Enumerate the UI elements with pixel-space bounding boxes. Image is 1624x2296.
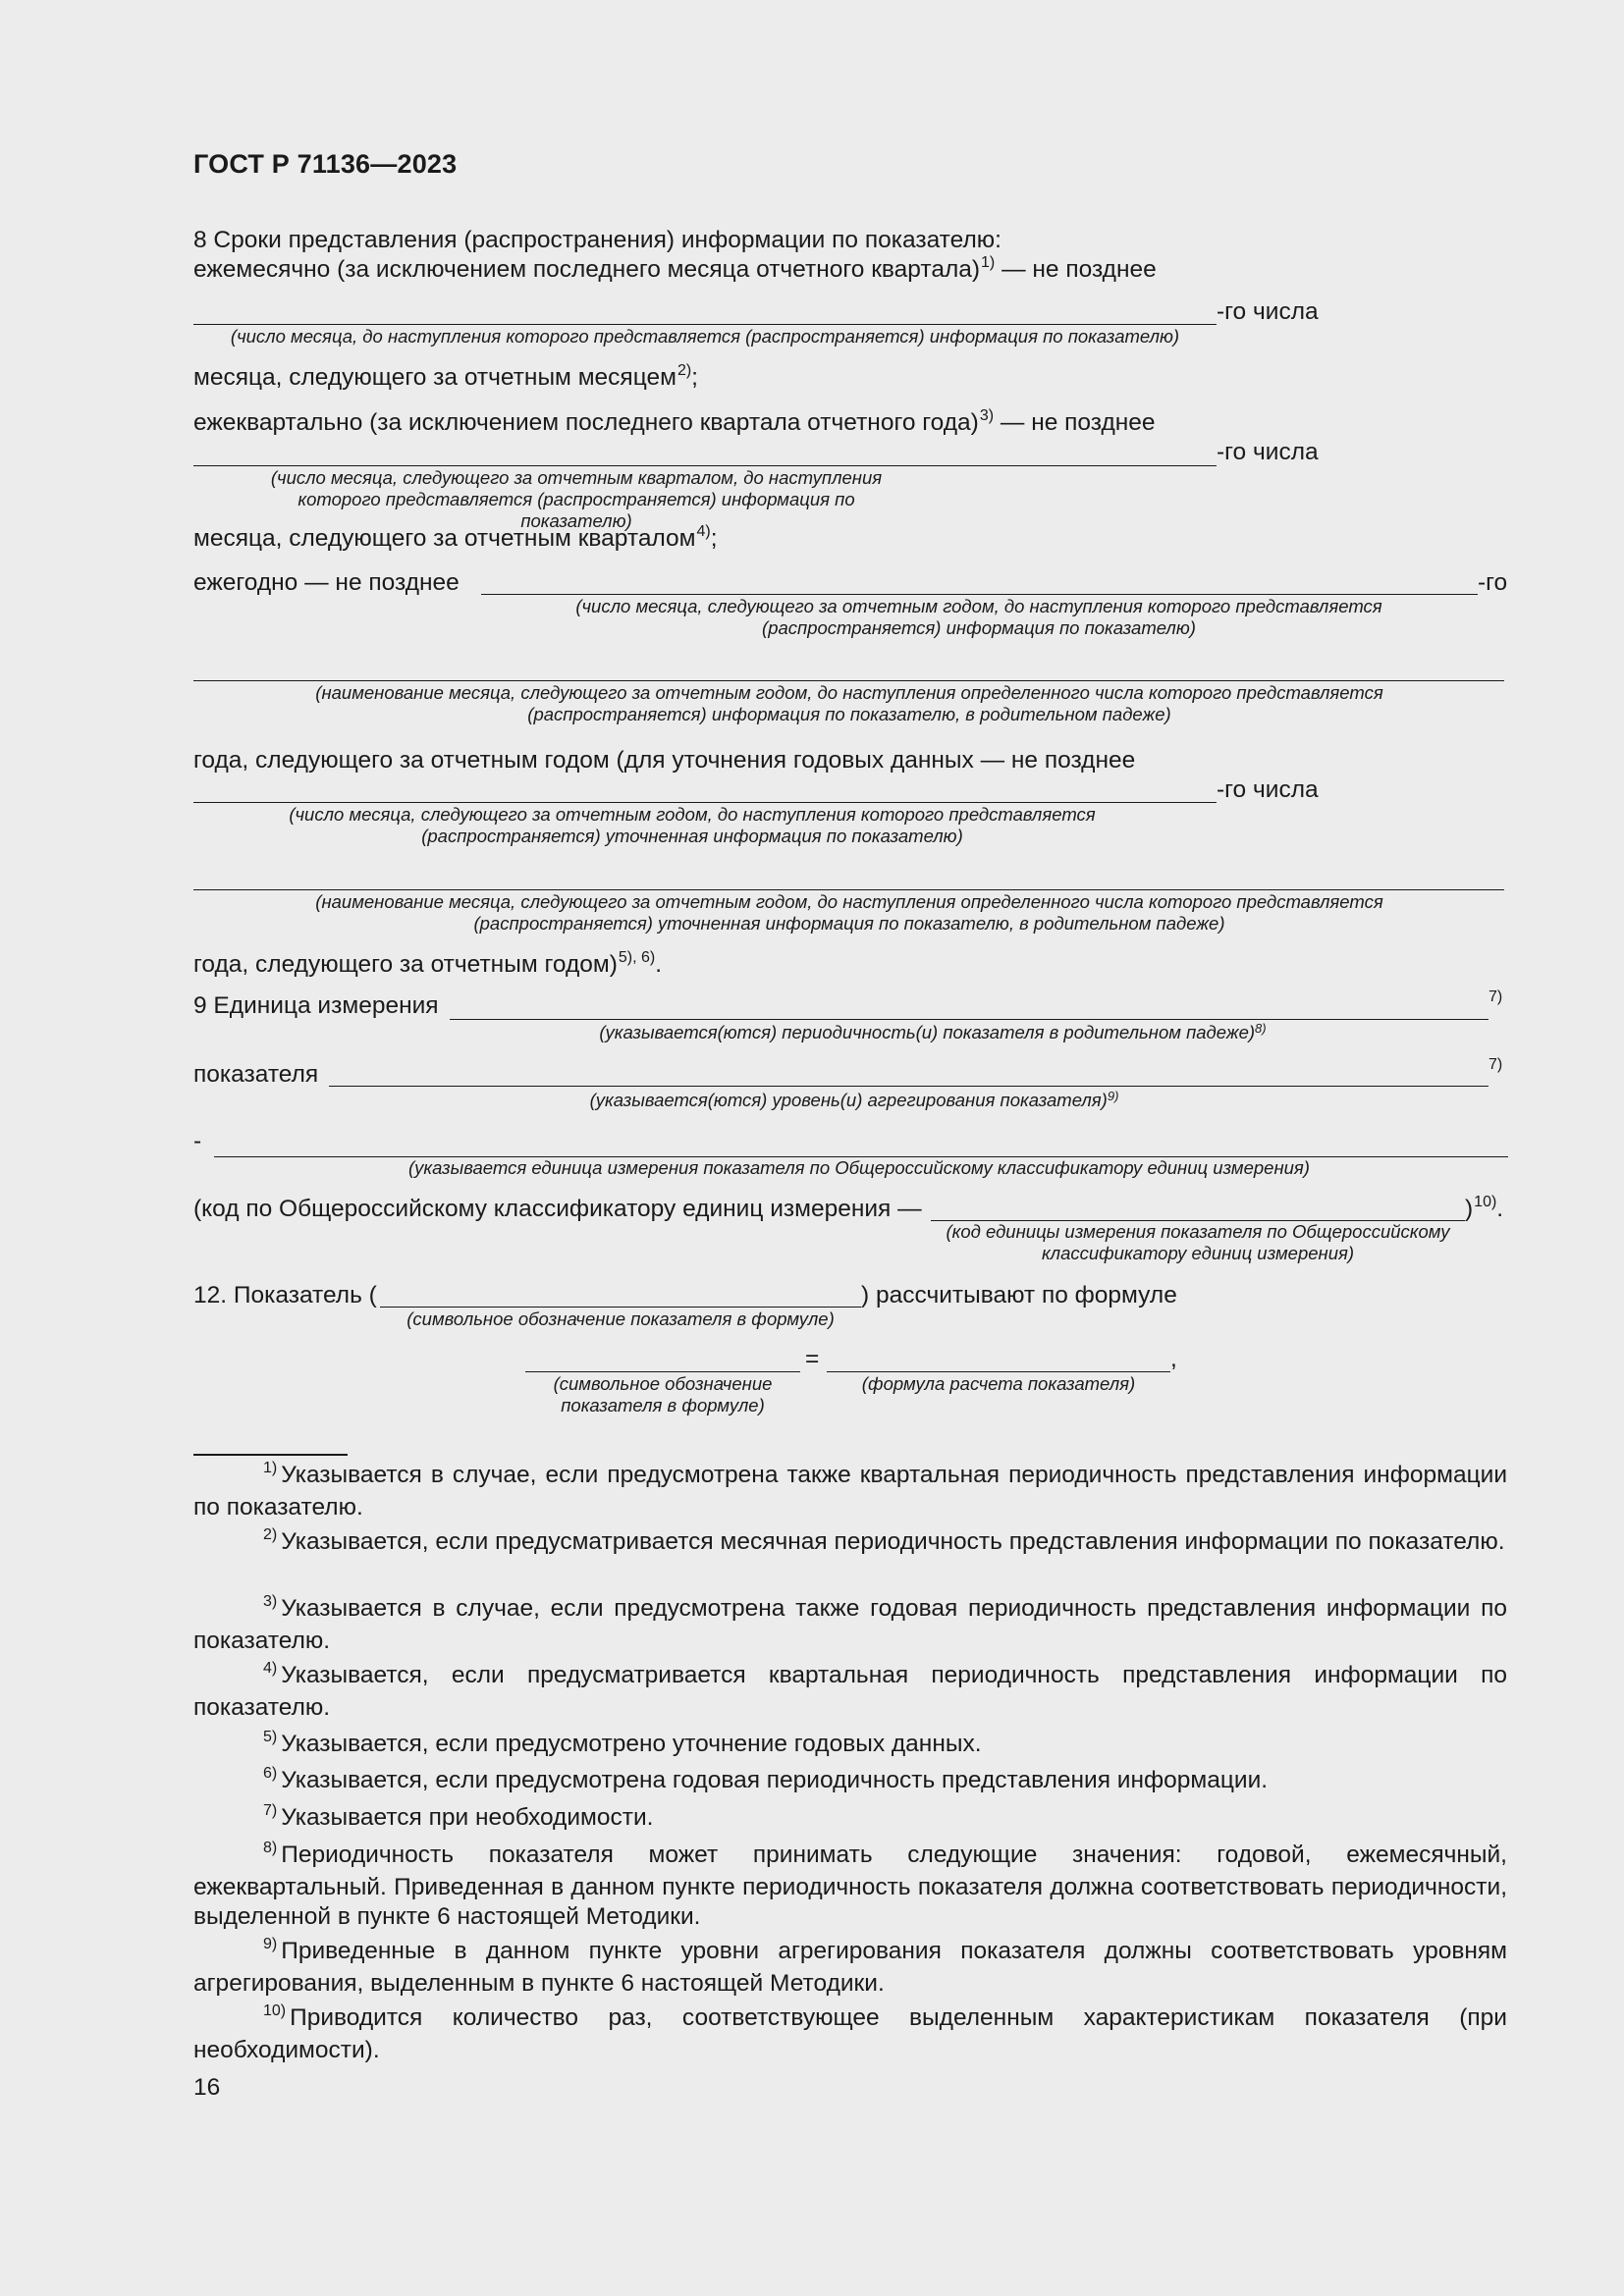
caption-okei-code: (код единицы измерения показателя по Общероссийскому классификатору единиц измерения) — [946, 1221, 1450, 1263]
blank-line-annual-day — [481, 594, 1478, 595]
footnote-ref: 4) — [696, 523, 711, 540]
okei-tail: . — [1496, 1196, 1504, 1222]
quarterly-after-tail: ; — [710, 525, 718, 552]
footnote-ref: 10) — [1474, 1194, 1497, 1210]
footnote-ref: 2) — [677, 362, 692, 379]
annual-intro: ежегодно — не позднее — [193, 569, 460, 596]
caption-quarterly-day: (число месяца, следующего за отчетным кварталом, до наступления которого представляется (распространяется) информация по показателю) — [270, 467, 883, 531]
annual-end-tail: . — [655, 951, 663, 978]
footnote-3 — [193, 1594, 1507, 1656]
section-12-label: 12. Показатель ( — [193, 1282, 377, 1308]
blank-line-symbol — [380, 1307, 861, 1308]
footnote-6 — [193, 1766, 1507, 1798]
caption-unit: (указывается единица измерения показателя по Общероссийскому классификатору единиц измерения) — [408, 1157, 1310, 1178]
footnote-5 — [193, 1730, 1507, 1762]
monthly-intro-text: ежемесячно (за исключением последнего месяца отчетного квартала) — [193, 256, 981, 283]
footnote-number: 8) — [263, 1840, 278, 1856]
footnote-text: Указывается при необходимости. — [281, 1804, 654, 1831]
footnote-text: Указывается, если предусматривается месячная периодичность представления информации по показателю. — [281, 1528, 1505, 1555]
section-9-label: 9 Единица измерения — [193, 992, 439, 1019]
quarterly-intro-tail: — не позднее — [994, 409, 1156, 436]
caption-annual-month: (наименование месяца, следующего за отчетным годом, до наступления определенного числа которого представляется (распространяется) информация по показателю, в родительном падеже) — [315, 682, 1383, 724]
okei-text: (код по Общероссийскому классификатору единиц измерения — — [193, 1196, 922, 1222]
footnote-8 — [193, 1841, 1507, 1932]
quarterly-intro — [193, 408, 1156, 441]
footnote-10 — [193, 2003, 1507, 2065]
formula-comma: , — [1170, 1346, 1177, 1372]
footnote-text: Периодичность показателя может принимать следующие значения: годовой, ежемесячный, ежеквартальный. Приведенная в данном пункте периодичность показателя должна соответствовать периодичности, выделенной в пункте 6 настоящей Методики. — [193, 1842, 1507, 1930]
annual-after: года, следующего за отчетным годом (для уточнения годовых данных — не позднее — [193, 747, 1136, 774]
footnote-ref: 1) — [981, 254, 996, 271]
caption-formula-symbol: (символьное обозначение показателя в формуле) — [553, 1373, 773, 1415]
footnote-text: Указывается, если предусматривается квартальная периодичность представления информации по показателю. — [193, 1662, 1507, 1721]
monthly-intro-tail: — не позднее — [995, 256, 1157, 283]
caption-symbol: (символьное обозначение показателя в формуле) — [406, 1308, 835, 1329]
annual-end-text: года, следующего за отчетным годом) — [193, 951, 618, 978]
blank-line-monthly-day — [193, 324, 1217, 325]
section-8-title: 8 Сроки представления (распространения) информации по показателю: — [193, 227, 1001, 253]
annual-suffix: -го — [1478, 569, 1508, 596]
blank-line-annual-day2 — [193, 802, 1217, 803]
footnote-text: Приводится количество раз, соответствующее выделенным характеристикам показателя (при необходимости). — [193, 2004, 1507, 2063]
monthly-after-text: месяца, следующего за отчетным месяцем — [193, 364, 677, 391]
monthly-intro — [193, 255, 1157, 288]
blank-line-periodicity — [450, 1019, 1489, 1020]
document-code: ГОСТ Р 71136—2023 — [193, 149, 458, 179]
footnote-text: Указывается в случае, если предусмотрена также годовая периодичность представления информации по показателю. — [193, 1595, 1507, 1654]
footnote-separator — [193, 1454, 348, 1456]
footnote-number: 4) — [263, 1660, 278, 1677]
footnote-9 — [193, 1937, 1507, 1999]
quarterly-after — [193, 524, 718, 557]
caption-aggregation — [530, 1090, 1178, 1113]
footnote-ref: 9) — [1107, 1089, 1119, 1103]
quarterly-suffix: -го числа — [1217, 439, 1319, 465]
footnote-ref: 5), 6) — [618, 949, 656, 966]
footnote-text: Приведенные в данном пункте уровни агрегирования показателя должны соответствовать уровням агрегирования, выделенным в пункте 6 настоящей Методики. — [193, 1938, 1507, 1997]
footnote-number: 7) — [263, 1802, 278, 1819]
unit-dash: - — [193, 1128, 202, 1154]
caption-formula: (формула расчета показателя) — [861, 1373, 1136, 1394]
blank-line-annual-month2 — [193, 889, 1504, 890]
caption-periodicity-text: (указывается(ются) периодичность(и) показателя в родительном падеже) — [599, 1022, 1256, 1042]
okei-close-paren: ) — [1465, 1196, 1474, 1222]
caption-periodicity — [550, 1022, 1316, 1045]
indicator-label: показателя — [193, 1061, 319, 1088]
monthly-suffix: -го числа — [1217, 298, 1319, 325]
quarterly-intro-text: ежеквартально (за исключением последнего квартала отчетного года) — [193, 409, 979, 436]
footnote-ref: 3) — [979, 407, 995, 424]
caption-aggregation-text: (указывается(ются) уровень(и) агрегирования показателя) — [589, 1090, 1108, 1110]
monthly-after — [193, 363, 698, 396]
monthly-after-tail: ; — [691, 364, 698, 391]
caption-annual-day2: (число месяца, следующего за отчетным годом, до наступления которого представляется (распространяется) уточненная информация по показателю) — [289, 804, 1096, 846]
blank-line-formula — [827, 1371, 1170, 1372]
footnote-number: 1) — [263, 1460, 278, 1476]
caption-annual-day: (число месяца, следующего за отчетным годом, до наступления которого представляется (распространяется) информация по показателю) — [575, 596, 1382, 638]
formula-equals: = — [805, 1346, 820, 1372]
footnote-ref: 7) — [1489, 988, 1503, 1005]
footnote-ref: 7) — [1489, 1056, 1503, 1073]
footnote-number: 5) — [263, 1729, 278, 1745]
footnote-number: 10) — [263, 2002, 287, 2019]
footnote-ref: 8) — [1255, 1021, 1267, 1036]
blank-line-formula-symbol — [525, 1371, 800, 1372]
footnote-text: Указывается в случае, если предусмотрена также квартальная периодичность представления информации по показателю. — [193, 1462, 1507, 1521]
footnote-4 — [193, 1661, 1507, 1723]
footnote-2 — [193, 1527, 1507, 1560]
footnote-text: Указывается, если предусмотрена годовая периодичность представления информации. — [281, 1767, 1269, 1793]
blank-line-annual-month — [193, 680, 1504, 681]
footnote-number: 2) — [263, 1526, 278, 1543]
page-number: 16 — [193, 2074, 221, 2101]
section-12-tail: ) рассчитывают по формуле — [861, 1282, 1177, 1308]
caption-monthly-day: (число месяца, до наступления которого представляется (распространяется) информация по показателю) — [230, 326, 1180, 347]
quarterly-after-text: месяца, следующего за отчетным кварталом — [193, 525, 696, 552]
caption-annual-month2: (наименование месяца, следующего за отчетным годом, до наступления определенного числа которого представляется (распространяется) уточненная информация по показателю, в родительном падеже) — [315, 891, 1383, 934]
footnote-text: Указывается, если предусмотрено уточнение годовых данных. — [281, 1731, 982, 1757]
footnote-7 — [193, 1803, 1507, 1836]
footnote-number: 3) — [263, 1593, 278, 1610]
footnote-1 — [193, 1461, 1507, 1522]
footnote-number: 9) — [263, 1936, 278, 1952]
annual-suffix2: -го числа — [1217, 776, 1319, 803]
blank-line-quarterly-day — [193, 465, 1217, 466]
footnote-number: 6) — [263, 1765, 278, 1782]
blank-line-aggregation — [329, 1086, 1489, 1087]
annual-end — [193, 950, 662, 983]
